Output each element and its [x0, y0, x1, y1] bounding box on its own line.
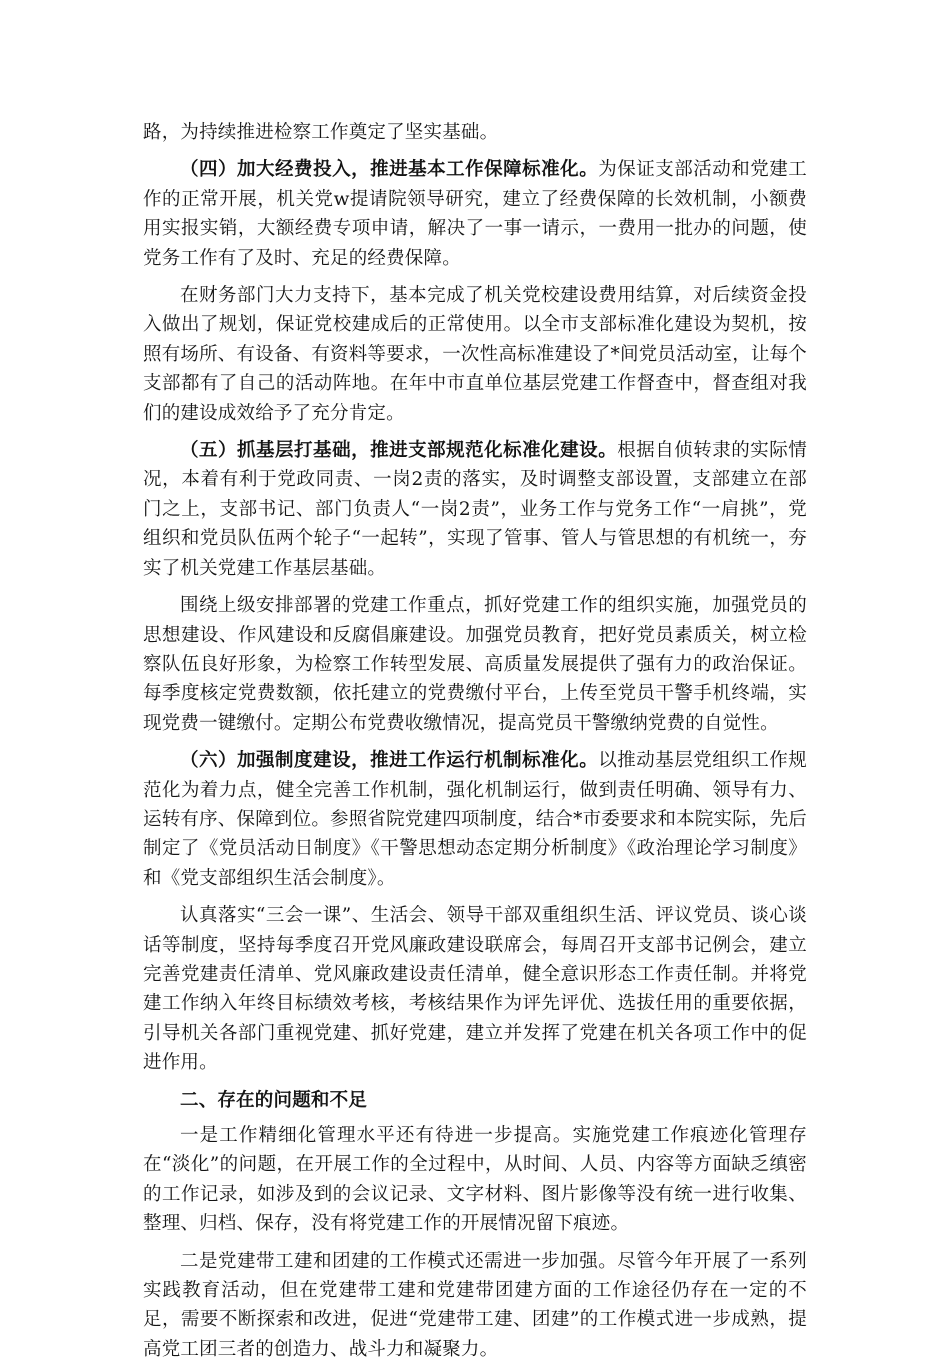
- section-heading-problems: 二、存在的问题和不足: [180, 1089, 368, 1111]
- paragraph-lead: （六）加强制度建设，推进工作运行机制标准化。: [180, 750, 599, 772]
- paragraph-finance-support: [143, 281, 807, 428]
- paragraph-continuation: [143, 118, 807, 147]
- paragraph-text: 二是党建带工建和团建的工作模式还需进一步加强。尽管今年开展了一系列实践教育活动，但在党建带工建和党建带团建方面的工作途径仍存在一定的不足，需要不断探索和改进，促进“党建带工建、团建”的工作模式进一步成熟，提高党工团三者的创造力、战斗力和凝聚力。: [143, 1250, 807, 1360]
- paragraph-text: 认真落实“三会一课”、生活会、领导干部双重组织生活、评议党员、谈心谈话等制度，坚持每季度召开党风廉政建设联席会，每周召开支部书记例会，建立完善党建责任清单、党风廉政建设责任清单，健全意识形态工作责任制。并将党建工作纳入年终目标绩效考核，考核结果作为评先评优、选拔任用的重要依据，引导机关各部门重视党建、抓好党建，建立并发挥了党建在机关各项工作中的促进作用。: [143, 905, 807, 1074]
- paragraph-funding-guarantee: [143, 155, 807, 273]
- paragraph-text: 围绕上级安排部署的党建工作重点，抓好党建工作的组织实施，加强党员的思想建设、作风建设和反腐倡廉建设。加强党员教育，把好党员素质关，树立检察队伍良好形象，为检察工作转型发展、高质量发展提供了强有力的政治保证。每季度核定党费数额，依托建立的党费缴付平台，上传至党员干警手机终端，实现党费一键缴付。定期公布党费收缴情况，提高党员干警缴纳党费的自觉性。: [143, 595, 807, 734]
- paragraph-lead: （五）抓基层打基础，推进支部规范化标准化建设。: [180, 440, 618, 462]
- paragraph-party-work-focus: [143, 591, 807, 738]
- paragraph-text: 路，为持续推进检察工作奠定了坚实基础。: [143, 122, 499, 143]
- document-body: [143, 118, 807, 1372]
- paragraph-text: 根据自侦转隶的实际情况，本着有利于党政同责、一岗2责的落实，及时调整支部设置，支部建立在部门之上，支部书记、部门负责人“一岗2责”，业务工作与党务工作“一肩挑”，党组织和党员队伍两个轮子“一起转”，实现了管事、管人与管思想的有机统一，夯实了机关党建工作基层基础。: [143, 440, 807, 579]
- paragraph-text: 为保证支部活动和党建工作的正常开展，机关党w提请院领导研究，建立了经费保障的长效机制，小额费用实报实销，大额经费专项申请，解决了一事一请示，一费用一批办的问题，使党务工作有了及时、充足的经费保障。: [143, 159, 807, 269]
- paragraph-problem-one: [143, 1121, 807, 1239]
- paragraph-text: 一是工作精细化管理水平还有待进一步提高。实施党建工作痕迹化管理存在“淡化”的问题，在开展工作的全过程中，从时间、人员、内容等方面缺乏缜密的工作记录，如涉及到的会议记录、文字材料、图片影像等没有统一进行收集、整理、归档、保存，没有将党建工作的开展情况留下痕迹。: [143, 1125, 807, 1235]
- paragraph-grassroots-branch: [143, 436, 807, 583]
- paragraph-text: 在财务部门大力支持下，基本完成了机关党校建设费用结算，对后续资金投入做出了规划，保证党校建成后的正常使用。以全市支部标准化建设为契机，按照有场所、有设备、有资料等要求，一次性高标准建设了*间党员活动室，让每个支部都有了自己的活动阵地。在年中市直单位基层党建工作督查中，督查组对我们的建设成效给予了充分肯定。: [143, 285, 807, 424]
- paragraph-lead: （四）加大经费投入，推进基本工作保障标准化。: [180, 159, 599, 181]
- paragraph-text: 以推动基层党组织工作规范化为着力点，健全完善工作机制，强化机制运行，做到责任明确、领导有力、运转有序、保障到位。参照省院党建四项制度，结合*市委要求和本院实际，先后制定了《党员活动日制度》《干警思想动态定期分析制度》《政治理论学习制度》和《党支部组织生活会制度》。: [143, 750, 807, 889]
- paragraph-problem-two: [143, 1247, 807, 1365]
- paragraph-implementation: [143, 901, 807, 1077]
- paragraph-system-building: [143, 746, 807, 893]
